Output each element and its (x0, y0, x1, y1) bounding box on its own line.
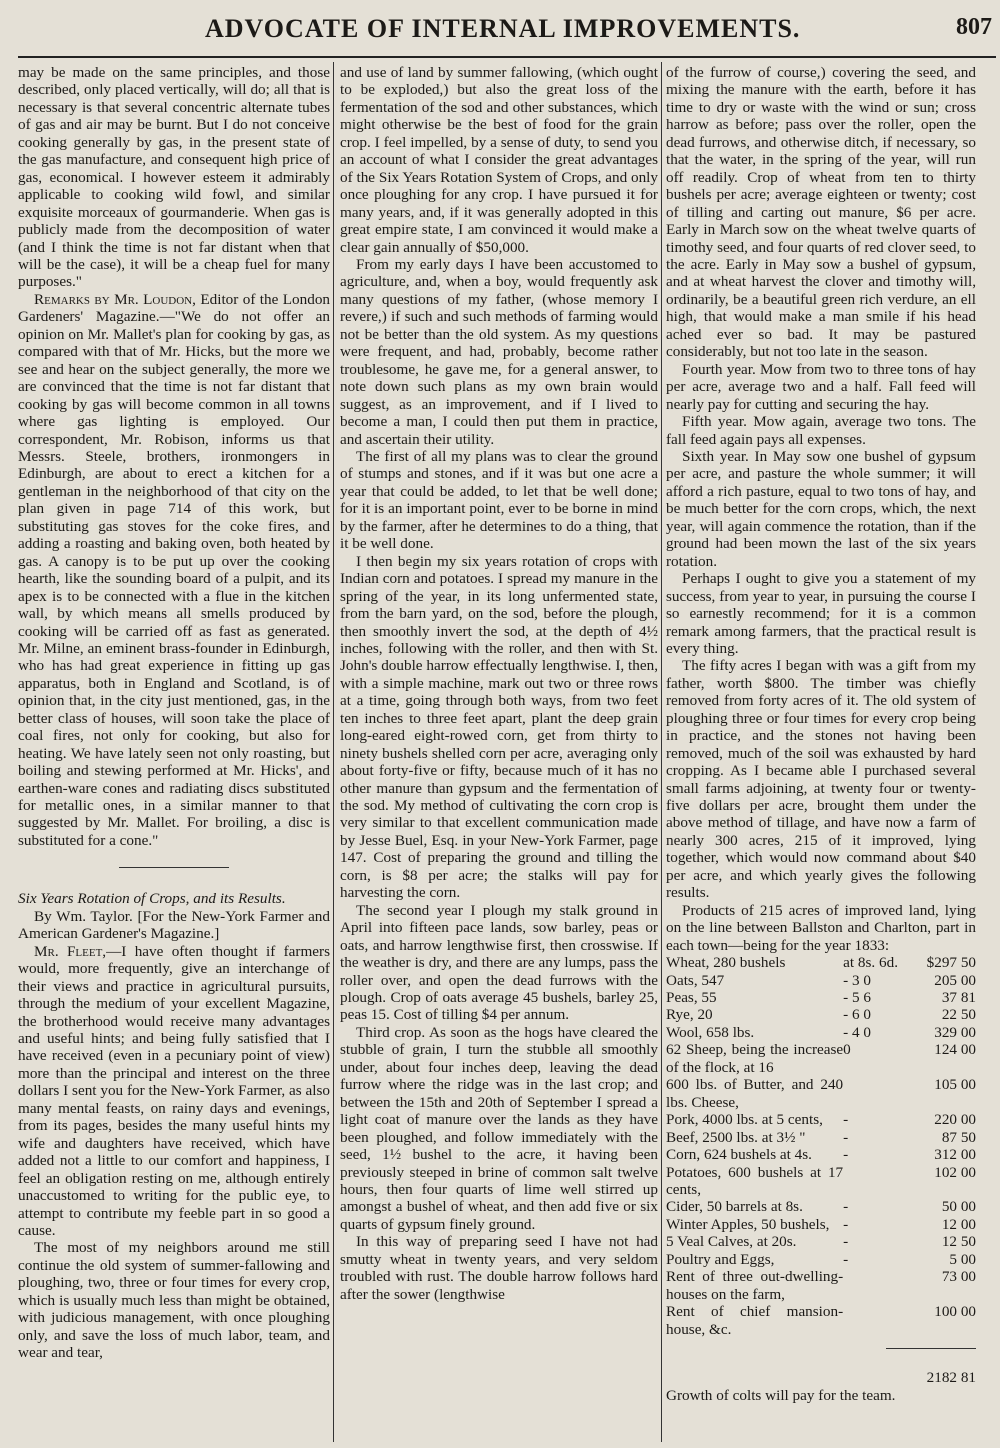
product-item: Rent of chief mansion-house, &c. (666, 1303, 844, 1338)
paragraph: In this way of preparing seed I have not had smutty wheat in twenty years, and very seldom troubled with rust. The double harrow follows hard after the sower (lengthwise (340, 1233, 658, 1303)
product-amount: 205 00 (934, 971, 976, 989)
paragraph: Fifth year. Mow again, average two tons. The fall feed again pays all expenses. (666, 413, 976, 448)
product-amount: $297 50 (926, 954, 976, 972)
paragraph: Products of 215 acres of improved land, lying on the line between Ballston and Charlton, part in each town—being for the year 1833: (666, 901, 976, 954)
product-item: Potatoes, 600 bushels at 17 cents, (666, 1163, 844, 1198)
paragraph: I then begin my six years rotation of crops with Indian corn and potatoes. I spread my manure in the spring of the year, in its long unfermented state, from the barn yard, on the sod, before the plough, then smoothly invert the sod, at the depth of 4½ inches, following with the roller, and then with St. John's double harrow effectually lengthwise. I, then, with a simple machine, mark out two or three rows at a time, going through both ways, from two feet ten inches to three feet apart, plant the deep grain long-eared eight-rowed corn, get from thirty to ninety bushels shelled corn per acre, averaging only about forty-five or fifty, because much of it has no other manure than gypsum and the fermentation of the sod. My method of cultivating the corn crop is very similar to that excellent communication made by Jesse Buel, Esq. in your New-York Farmer, page 147. Cost of preparing the ground and tilling the corn, is $8 per acre; the stalks will pay for harvesting the corn. (340, 552, 658, 902)
paragraph: Sixth year. In May sow one bushel of gypsum per acre, and pasture the whole summer; it will afford a rich pasture, equal to two tons of hay, and be much better for the corn crops, which, the next year, will again commence the rotation, than if the ground had been mown the last of the six years rotation. (666, 447, 976, 570)
product-rate: - (843, 1111, 849, 1129)
product-item: Wool, 658 lbs. (666, 1023, 755, 1041)
table-row (666, 989, 976, 1006)
table-row (666, 1303, 976, 1338)
page-title: ADVOCATE OF INTERNAL IMPROVEMENTS. (205, 14, 801, 43)
footer-line: Growth of colts will pay for the team. (666, 1386, 896, 1404)
table-row (666, 954, 976, 971)
product-item: Winter Apples, 50 bushels, (666, 1215, 830, 1233)
product-item: Rye, 20 (666, 1006, 713, 1024)
table-row (666, 1268, 976, 1303)
paragraph: The first of all my plans was to clear the ground of stumps and stones, and if it was but one acre a year that could be added, to let that be well done; for it is an important point, ever to be borne in mind by the farmer, after he determines to do a thing, that it be well done. (340, 447, 658, 553)
product-rate: - (843, 1146, 849, 1164)
product-amount: 22 50 (941, 1006, 976, 1024)
product-rate: - (843, 1128, 849, 1146)
product-amount: 124 00 (934, 1041, 976, 1059)
product-amount: 102 00 (934, 1163, 976, 1181)
product-rate (843, 1164, 898, 1199)
product-amount: 73 00 (941, 1268, 976, 1286)
column-divider (661, 62, 662, 1442)
paragraph (18, 291, 330, 850)
table-row (666, 1164, 976, 1199)
product-item: Cider, 50 barrels at 8s. (666, 1198, 803, 1216)
table-row (666, 1024, 976, 1041)
product-rate: - 3 0 (843, 971, 871, 989)
column-3 (666, 64, 976, 1404)
product-amount: 329 00 (934, 1023, 976, 1041)
product-item: Corn, 624 bushels at 4s. (666, 1146, 812, 1164)
paragraph-text: Editor of the London Gardeners' Magazine.—"We do not offer an opinion on Mr. Mallet's plan for cooking by gas, as compared with that of Mr. Hicks, but the more we see and hear on the subject generally, the more we are convinced that the time is not far distant that cooking by gas will become common in all towns where gas lighting is employed. Our correspondent, Mr. Robison, informs us that Messrs. Steele, brothers, ironmongers in Edinburgh, are about to erect a kitchen for a gentleman in the neighborhood of that city on the plan given in page 714 of this work, but substituting gas stoves for the coke fires, and adding a roasting and baking oven, both heated by gas. A canopy is to be put up over the cooking hearth, like the sounding board of a pulpit, and its apex is to be connected with a flue in the kitchen wall, by which means all smells produced by cooking will be carried off as fast as generated. Mr. Milne, an eminent brass-founder in Edinburgh, who has had great experience in fitting up gas apparatus, both in England and Scotland, is of opinion that, in the city just mentioned, gas, in the better class of houses, will soon take the place of coal fires, not only for cooking, but also for heating. We have lately seen not only roasting, but boiling and stewing performed at Mr. Hicks', and earthen-ware cones and radiating discs substituted for metallic ones, in a similar manner to that suggested by Mr. Mallet. For broiling, a disc is substituted for a cone." (18, 290, 331, 849)
paragraph-text: —I have often thought if farmers would, more frequently, give an interchange of their views and practice in agricultural pursuits, through the medium of your excellent Magazine, the brotherhood would receive many advantages and useful hints; and being fully satisfied that I have received (even in a pecuniary point of view) more than the principal and interest on the three dollars I sent you for the New-York Farmer, as also many mental feasts, on rainy days and evenings, from its pages, besides the many useful hints my wife and daughters have received, which have added not a little to our comfort and happiness, I feel an obligation resting on me, although entirely unaccustomed to writing for the public eye, to attempt to contribute my feeble part in so good a cause. (18, 942, 330, 1239)
product-rate: - (843, 1233, 849, 1251)
paragraph (18, 943, 330, 1240)
product-amount: 37 81 (941, 989, 976, 1007)
product-rate: at 8s. 6d. (843, 954, 898, 972)
paragraph: Fourth year. Mow from two to three tons of hay per acre, average two and a half. Fall feed will nearly pay for cutting and securing the hay. (666, 360, 976, 413)
product-rate: - (843, 1250, 849, 1268)
products-table (666, 954, 976, 1338)
total-rule (886, 1348, 976, 1349)
product-rate (843, 1268, 898, 1303)
paragraph: The second year I plough my stalk ground in April into fifteen pace lands, sow barley, peas or oats, and harrow lengthwise first, then crosswise. If the weather is dry, and there are any lumps, pass the roller over, and open the dead furrows with the plough. Crop of oats average 45 bushels, barley 25, peas 15. Cost of tilling $4 per annum. (340, 901, 658, 1024)
product-amount: 5 00 (949, 1250, 976, 1268)
product-rate: - 4 0 (843, 1023, 871, 1041)
table-row (666, 972, 976, 989)
product-amount: 12 00 (941, 1215, 976, 1233)
paragraph: From my early days I have been accustomed to agriculture, and, when a boy, would frequently ask many questions of my father, (whose memory I revere,) if such and such methods of farming would not be better than the old system. As my questions were frequent, and had, probably, become rather troublesome, he gave me, for a general answer, to note down such plans as my own brain would suggest, as an improvement, and if I lived to become a man, I could then put them in practice, and ascertain their utility. (340, 255, 658, 448)
product-rate (843, 1303, 898, 1338)
section-separator (119, 867, 229, 868)
paragraph: The most of my neighbors around me still continue the old system of summer-fallowing and ploughing, two, three or four times for every crop, which is usually much less than might be obtained, with judicious management, with once ploughing only, and save the loss of much labor, team, and wear and tear, (18, 1239, 330, 1362)
paragraph: may be made on the same principles, and those described, only placed vertically, will do; all that is necessary is that several concentric alternate tubes of gas and air may be burnt. But I do not conceive cooking generally by gas, in the present state of the gas manufacture, and consequent high price of gas, economical. I however esteem it admirably applicable to cooking wild fowl, and similar exquisite morceaux of gourmanderie. When gas is publicly made from the decomposition of water (and I think the time is not far distant when that will be the case), it will be a cheap fuel for many purposes." (18, 64, 330, 291)
product-rate: 0 (843, 1041, 851, 1059)
product-amount: 105 00 (934, 1076, 976, 1094)
table-row (666, 1233, 976, 1250)
paragraph: and use of land by summer fallowing, (which ought to be exploded,) but also the great loss of the fermentation of the sod and other substances, which might otherwise be the best of food for the grain crop. I feel impelled, by a sense of duty, to send you an account of what I consider the great advantages of the Six Years Rotation System of Crops, and only once ploughing for any crop. I have pursued it for many years, and, if it was generally adopted in this great empire state, I am convinced it would make a clear gain annually of $50,000. (340, 64, 658, 256)
table-row (666, 1129, 976, 1146)
column-2 (340, 64, 658, 1303)
products-total: 2182 81 (926, 1369, 976, 1387)
page-header (0, 0, 1000, 52)
table-row (666, 1216, 976, 1233)
product-amount: 87 50 (941, 1128, 976, 1146)
paragraph: The fifty acres I began with was a gift from my father, worth $800. The timber was chiefly removed from forty acres of it. The old system of ploughing three or four times for every crop being in practice, and the stones not having been removed, much of the soil was exhausted by hard cropping. As I became able I purchased several small farms adjoining, at twenty four or twenty-five dollars per acre, brought them under the above method of tillage, and have now a farm of nearly 300 acres, 215 of it improved, lying together, which would now command about $40 per acre, and which yearly gives the following results. (666, 657, 976, 902)
column-divider (333, 62, 334, 1442)
product-item: Beef, 2500 lbs. at 3½ " (666, 1128, 806, 1146)
paragraph: of the furrow of course,) covering the seed, and mixing the manure with the earth, before it has time to dry or waste with the wind or sun; cross harrow as before; pass over the roller, open the dead furrows, and otherwise ditch, if necessary, so that the water, in the spring of the year, will run off readily. Crop of wheat from ten to thirty bushels per acre; average eighteen or twenty; cost of tilling and carting out manure, $6 per acre. Early in March sow on the wheat twelve quarts of timothy seed, and four quarts of red clover seed, to the acre. Early in May sow a bushel of gypsum, and at wheat harvest the clover and timothy will, ordinarily, be a beautiful green rich verdure, an ell high, that would make a man smile if his head ached ever so bad. It may be pastured considerably, but not too late in the season. (666, 64, 976, 361)
product-rate: - 6 0 (843, 1006, 871, 1024)
product-rate (843, 1076, 898, 1111)
table-row (666, 1251, 976, 1268)
product-amount: 50 00 (941, 1198, 976, 1216)
product-item: 600 lbs. of Butter, and 240 lbs. Cheese, (666, 1076, 844, 1111)
product-item: 62 Sheep, being the increase of the flock, at 16 (666, 1041, 844, 1076)
table-row (666, 1006, 976, 1023)
product-item: Pork, 4000 lbs. at 5 cents, (666, 1111, 823, 1129)
product-item: Peas, 55 (666, 989, 717, 1007)
table-row (666, 1076, 976, 1111)
table-row (666, 1198, 976, 1215)
paragraph: Third crop. As soon as the hogs have cleared the stubble of grain, I turn the stubble all smoothly under, about four inches deep, leaving the dead furrow where the ridge was in the last crop; and between the 15th and 20th of September I spread a light coat of manure over the lands as they have been ploughed, and follow immediately with the seed, 1½ bushel to the acre, it having been previously steeped in brine of common salt twelve hours, then four quarts of lime well stirred up amongst a bushel of wheat, and then add five or six quarts of gypsum finely ground. (340, 1023, 658, 1233)
article-title: Six Years Rotation of Crops, and its Results. (18, 890, 286, 908)
table-row (666, 1041, 976, 1076)
product-rate: - (843, 1198, 849, 1216)
product-item: Poultry and Eggs, (666, 1250, 775, 1268)
product-amount: 312 00 (934, 1146, 976, 1164)
product-item: 5 Veal Calves, at 20s. (666, 1233, 797, 1251)
product-rate: - 5 6 (843, 989, 871, 1007)
table-row (666, 1146, 976, 1163)
product-item: Rent of three out-dwelling-houses on the farm, (666, 1268, 844, 1303)
header-rule (18, 56, 996, 58)
column-1 (18, 64, 330, 1362)
paragraph: Perhaps I ought to give you a statement of my success, from year to year, in pursuing the course I so earnestly recommend; for it is a common remark among farmers, that the practical result is every thing. (666, 570, 976, 657)
salutation: Mr. Fleet, (34, 942, 107, 960)
product-rate: - (843, 1215, 849, 1233)
product-item: Wheat, 280 bushels (666, 954, 786, 972)
product-amount: 12 50 (941, 1233, 976, 1251)
article-byline: By Wm. Taylor. [For the New-York Farmer and American Gardener's Magazine.] (18, 907, 330, 943)
table-row (666, 1111, 976, 1128)
product-amount: 100 00 (934, 1303, 976, 1321)
paragraph-lead: Remarks by Mr. Loudon, (34, 290, 196, 308)
product-item: Oats, 547 (666, 971, 725, 989)
product-amount: 220 00 (934, 1111, 976, 1129)
page-number: 807 (956, 14, 992, 40)
